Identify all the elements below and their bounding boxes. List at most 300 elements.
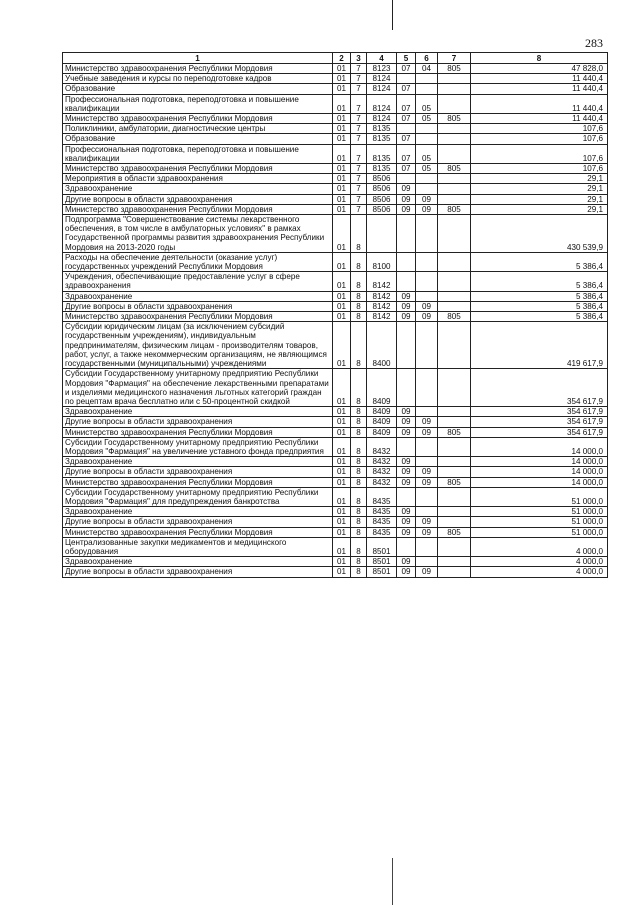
row-code-2-cell: 01 [333, 184, 351, 194]
row-code-2-cell: 01 [333, 215, 351, 253]
table-row [63, 134, 608, 144]
table-row [63, 301, 608, 311]
row-code-4-cell: 8501 [367, 537, 397, 556]
row-code-3-cell: 8 [351, 427, 367, 437]
row-name-cell: Здравоохранение [63, 184, 333, 194]
row-amount-cell: 14 000,0 [471, 477, 608, 487]
row-code-3-cell: 8 [351, 407, 367, 417]
row-code-5-cell: 09 [397, 457, 416, 467]
table-row [63, 291, 608, 301]
row-code-7-cell [438, 291, 471, 301]
row-name-cell: Другие вопросы в области здравоохранения [63, 467, 333, 477]
row-code-3-cell: 7 [351, 74, 367, 84]
row-code-5-cell: 09 [397, 204, 416, 214]
row-code-4-cell: 8409 [367, 407, 397, 417]
row-code-7-cell: 805 [438, 204, 471, 214]
row-code-6-cell: 09 [416, 204, 438, 214]
row-code-4-cell: 8123 [367, 64, 397, 74]
row-code-6-cell [416, 84, 438, 94]
row-code-3-cell: 8 [351, 322, 367, 369]
row-code-5-cell: 09 [397, 301, 416, 311]
row-code-4-cell: 8501 [367, 557, 397, 567]
row-code-6-cell [416, 134, 438, 144]
table-header-row [63, 53, 608, 64]
row-code-7-cell [438, 487, 471, 506]
row-name-cell: Субсидии Государственному унитарному предприятию Республики Мордовия "Фармация" на увеличение уставного фонда предприятия [63, 437, 333, 456]
table-row [63, 252, 608, 271]
row-code-3-cell: 8 [351, 477, 367, 487]
row-code-7-cell [438, 252, 471, 271]
header-col-4: 4 [367, 53, 397, 64]
row-code-4-cell: 8400 [367, 322, 397, 369]
row-name-cell: Профессиональная подготовка, переподготовка и повышение квалификации [63, 144, 333, 163]
row-code-2-cell: 01 [333, 507, 351, 517]
row-code-3-cell: 8 [351, 301, 367, 311]
row-code-2-cell: 01 [333, 427, 351, 437]
row-code-4-cell: 8124 [367, 94, 397, 113]
table-row [63, 369, 608, 407]
row-amount-cell: 430 539,9 [471, 215, 608, 253]
row-name-cell: Субсидии Государственному унитарному предприятию Республики Мордовия "Фармация" на обеспечение лекарственными препаратами и изделиями медицинского назначения льготных категорий граждан по рецептам врача бесплатно или с 50-процентной скидкой [63, 369, 333, 407]
row-code-7-cell [438, 567, 471, 577]
row-code-4-cell: 8124 [367, 74, 397, 84]
row-code-7-cell [438, 417, 471, 427]
row-code-6-cell: 09 [416, 467, 438, 477]
row-code-2-cell: 01 [333, 194, 351, 204]
row-amount-cell: 5 386,4 [471, 291, 608, 301]
row-code-2-cell: 01 [333, 467, 351, 477]
row-name-cell: Другие вопросы в области здравоохранения [63, 417, 333, 427]
row-code-3-cell: 8 [351, 557, 367, 567]
row-code-5-cell: 07 [397, 134, 416, 144]
row-code-7-cell [438, 134, 471, 144]
table-row [63, 322, 608, 369]
row-code-2-cell: 01 [333, 567, 351, 577]
row-amount-cell: 5 386,4 [471, 301, 608, 311]
row-name-cell: Здравоохранение [63, 507, 333, 517]
row-code-5-cell: 09 [397, 557, 416, 567]
row-code-5-cell: 09 [397, 527, 416, 537]
table-row [63, 417, 608, 427]
header-col-2: 2 [333, 53, 351, 64]
row-code-6-cell [416, 557, 438, 567]
row-code-6-cell: 09 [416, 312, 438, 322]
row-name-cell: Министерство здравоохранения Республики Мордовия [63, 427, 333, 437]
row-name-cell: Здравоохранение [63, 291, 333, 301]
row-name-cell: Министерство здравоохранения Республики Мордовия [63, 312, 333, 322]
row-code-6-cell [416, 322, 438, 369]
row-name-cell: Образование [63, 84, 333, 94]
row-amount-cell: 11 440,4 [471, 74, 608, 84]
row-code-6-cell: 09 [416, 477, 438, 487]
row-code-4-cell: 8124 [367, 114, 397, 124]
row-code-4-cell: 8409 [367, 427, 397, 437]
table-row [63, 204, 608, 214]
header-col-5: 5 [397, 53, 416, 64]
row-amount-cell: 5 386,4 [471, 252, 608, 271]
table-row [63, 144, 608, 163]
row-code-2-cell: 01 [333, 369, 351, 407]
row-code-7-cell [438, 84, 471, 94]
table-row [63, 407, 608, 417]
header-col-7: 7 [438, 53, 471, 64]
row-code-2-cell: 01 [333, 477, 351, 487]
row-code-7-cell [438, 537, 471, 556]
row-code-5-cell [397, 272, 416, 291]
row-code-2-cell: 01 [333, 457, 351, 467]
row-code-7-cell: 805 [438, 527, 471, 537]
row-code-7-cell [438, 94, 471, 113]
table-row [63, 507, 608, 517]
row-code-4-cell: 8135 [367, 124, 397, 134]
row-code-2-cell: 01 [333, 64, 351, 74]
row-name-cell: Здравоохранение [63, 557, 333, 567]
header-col-8: 8 [471, 53, 608, 64]
row-code-6-cell: 09 [416, 417, 438, 427]
row-amount-cell: 29,1 [471, 194, 608, 204]
table-row [63, 114, 608, 124]
row-code-6-cell: 04 [416, 64, 438, 74]
row-code-3-cell: 7 [351, 114, 367, 124]
row-code-6-cell [416, 252, 438, 271]
row-code-5-cell: 09 [397, 477, 416, 487]
table-row [63, 427, 608, 437]
row-code-6-cell [416, 74, 438, 84]
row-code-4-cell: 8506 [367, 184, 397, 194]
row-code-7-cell [438, 144, 471, 163]
row-code-4-cell: 8432 [367, 477, 397, 487]
table-row [63, 215, 608, 253]
row-code-2-cell: 01 [333, 204, 351, 214]
row-code-5-cell: 09 [397, 407, 416, 417]
row-code-7-cell: 805 [438, 477, 471, 487]
row-code-6-cell: 09 [416, 527, 438, 537]
table-row [63, 312, 608, 322]
row-name-cell: Мероприятия в области здравоохранения [63, 174, 333, 184]
table-row [63, 477, 608, 487]
row-code-2-cell: 01 [333, 527, 351, 537]
row-code-6-cell [416, 215, 438, 253]
row-code-7-cell [438, 467, 471, 477]
row-amount-cell: 11 440,4 [471, 114, 608, 124]
row-code-4-cell: 8409 [367, 417, 397, 427]
row-code-5-cell [397, 124, 416, 134]
table-row [63, 567, 608, 577]
row-name-cell: Образование [63, 134, 333, 144]
row-code-4-cell: 8501 [367, 567, 397, 577]
row-code-7-cell [438, 517, 471, 527]
row-code-7-cell [438, 272, 471, 291]
row-code-3-cell: 7 [351, 164, 367, 174]
table-row [63, 124, 608, 134]
row-code-6-cell [416, 507, 438, 517]
row-code-6-cell [416, 124, 438, 134]
row-code-6-cell [416, 369, 438, 407]
row-name-cell: Министерство здравоохранения Республики Мордовия [63, 114, 333, 124]
header-col-1: 1 [63, 53, 333, 64]
row-code-6-cell [416, 291, 438, 301]
row-code-5-cell [397, 174, 416, 184]
row-code-3-cell: 8 [351, 527, 367, 537]
table-row [63, 194, 608, 204]
row-code-5-cell: 09 [397, 184, 416, 194]
row-amount-cell: 47 828,0 [471, 64, 608, 74]
row-code-2-cell: 01 [333, 164, 351, 174]
row-code-5-cell [397, 369, 416, 407]
row-code-3-cell: 8 [351, 272, 367, 291]
row-name-cell: Учреждения, обеспечивающие предоставление услуг в сфере здравоохранения [63, 272, 333, 291]
row-code-7-cell: 805 [438, 164, 471, 174]
row-amount-cell: 354 617,9 [471, 417, 608, 427]
row-code-2-cell: 01 [333, 407, 351, 417]
row-code-7-cell [438, 507, 471, 517]
scan-margin-line-bottom [392, 858, 393, 905]
row-code-5-cell: 09 [397, 312, 416, 322]
row-name-cell: Субсидии юридическим лицам (за исключением субсидий государственным учреждениям), индивидуальным предпринимателям, физическим лицам - производителям товаров, работ, услуг, а также некоммерческим организациям, не являющимся государственными (муниципальными) учреждениями [63, 322, 333, 369]
row-code-3-cell: 8 [351, 567, 367, 577]
row-name-cell: Здравоохранение [63, 457, 333, 467]
row-code-6-cell: 05 [416, 164, 438, 174]
row-code-4-cell: 8142 [367, 301, 397, 311]
row-code-3-cell: 7 [351, 194, 367, 204]
row-code-6-cell [416, 457, 438, 467]
row-code-4-cell: 8100 [367, 252, 397, 271]
table-row [63, 164, 608, 174]
row-code-3-cell: 8 [351, 215, 367, 253]
row-code-7-cell [438, 322, 471, 369]
row-code-7-cell: 805 [438, 312, 471, 322]
row-name-cell: Другие вопросы в области здравоохранения [63, 194, 333, 204]
row-amount-cell: 14 000,0 [471, 457, 608, 467]
row-code-3-cell: 7 [351, 174, 367, 184]
row-code-7-cell [438, 184, 471, 194]
row-code-4-cell: 8124 [367, 84, 397, 94]
row-code-4-cell: 8142 [367, 272, 397, 291]
row-code-5-cell [397, 74, 416, 84]
row-code-7-cell [438, 301, 471, 311]
row-code-5-cell [397, 537, 416, 556]
row-code-6-cell [416, 537, 438, 556]
row-code-2-cell: 01 [333, 124, 351, 134]
row-code-4-cell: 8432 [367, 467, 397, 477]
row-name-cell: Министерство здравоохранения Республики Мордовия [63, 164, 333, 174]
row-code-2-cell: 01 [333, 312, 351, 322]
table-row [63, 184, 608, 194]
row-code-5-cell: 07 [397, 114, 416, 124]
row-code-2-cell: 01 [333, 301, 351, 311]
row-code-3-cell: 8 [351, 517, 367, 527]
row-code-6-cell [416, 487, 438, 506]
row-code-3-cell: 7 [351, 84, 367, 94]
row-amount-cell: 354 617,9 [471, 407, 608, 417]
row-name-cell: Министерство здравоохранения Республики Мордовия [63, 64, 333, 74]
row-amount-cell: 14 000,0 [471, 467, 608, 477]
row-code-7-cell [438, 174, 471, 184]
row-code-6-cell: 09 [416, 194, 438, 204]
row-code-5-cell: 09 [397, 567, 416, 577]
scan-margin-line-top [392, 0, 393, 30]
row-amount-cell: 107,6 [471, 164, 608, 174]
row-code-2-cell: 01 [333, 74, 351, 84]
budget-table [62, 52, 608, 578]
row-code-3-cell: 8 [351, 487, 367, 506]
row-amount-cell: 51 000,0 [471, 507, 608, 517]
row-name-cell: Министерство здравоохранения Республики Мордовия [63, 527, 333, 537]
row-name-cell: Учебные заведения и курсы по переподготовке кадров [63, 74, 333, 84]
row-code-4-cell: 8409 [367, 369, 397, 407]
row-code-2-cell: 01 [333, 291, 351, 301]
row-code-7-cell [438, 74, 471, 84]
row-code-5-cell: 09 [397, 507, 416, 517]
row-code-3-cell: 8 [351, 291, 367, 301]
row-code-7-cell [438, 457, 471, 467]
row-code-3-cell: 8 [351, 437, 367, 456]
row-code-5-cell: 09 [397, 517, 416, 527]
row-code-6-cell: 09 [416, 567, 438, 577]
row-code-7-cell [438, 124, 471, 134]
row-code-6-cell: 05 [416, 114, 438, 124]
row-code-5-cell: 09 [397, 291, 416, 301]
row-code-6-cell: 09 [416, 301, 438, 311]
row-amount-cell: 29,1 [471, 204, 608, 214]
row-code-6-cell [416, 174, 438, 184]
row-name-cell: Другие вопросы в области здравоохранения [63, 301, 333, 311]
row-name-cell: Подпрограмма "Совершенствование системы лекарственного обеспечения, в том числе в амбулаторных условиях" в рамках Государственной программы развития здравоохранения Республики Мордовия на 2013-2020 годы [63, 215, 333, 253]
row-amount-cell: 14 000,0 [471, 437, 608, 456]
row-code-7-cell: 805 [438, 427, 471, 437]
row-code-3-cell: 8 [351, 417, 367, 427]
row-code-4-cell: 8135 [367, 134, 397, 144]
row-code-2-cell: 01 [333, 144, 351, 163]
row-code-2-cell: 01 [333, 437, 351, 456]
row-code-3-cell: 7 [351, 184, 367, 194]
header-col-3: 3 [351, 53, 367, 64]
row-amount-cell: 354 617,9 [471, 427, 608, 437]
row-amount-cell: 419 617,9 [471, 322, 608, 369]
row-code-3-cell: 8 [351, 312, 367, 322]
table-row [63, 272, 608, 291]
table-row [63, 557, 608, 567]
row-code-5-cell: 09 [397, 417, 416, 427]
row-amount-cell: 4 000,0 [471, 567, 608, 577]
row-code-4-cell: 8435 [367, 507, 397, 517]
row-code-4-cell: 8435 [367, 517, 397, 527]
row-code-7-cell [438, 194, 471, 204]
row-code-3-cell: 8 [351, 252, 367, 271]
row-code-2-cell: 01 [333, 114, 351, 124]
row-code-4-cell: 8506 [367, 174, 397, 184]
row-amount-cell: 4 000,0 [471, 537, 608, 556]
row-name-cell: Здравоохранение [63, 407, 333, 417]
row-code-2-cell: 01 [333, 487, 351, 506]
row-code-3-cell: 8 [351, 369, 367, 407]
row-amount-cell: 51 000,0 [471, 517, 608, 527]
row-code-7-cell [438, 215, 471, 253]
row-code-4-cell: 8506 [367, 194, 397, 204]
row-amount-cell: 29,1 [471, 174, 608, 184]
row-code-7-cell [438, 369, 471, 407]
row-code-6-cell: 05 [416, 144, 438, 163]
row-code-4-cell: 8432 [367, 437, 397, 456]
row-code-3-cell: 7 [351, 204, 367, 214]
row-name-cell: Субсидии Государственному унитарному предприятию Республики Мордовия "Фармация" для предупреждения банкротства [63, 487, 333, 506]
row-name-cell: Министерство здравоохранения Республики Мордовия [63, 204, 333, 214]
row-code-5-cell [397, 252, 416, 271]
row-amount-cell: 107,6 [471, 124, 608, 134]
row-code-4-cell: 8135 [367, 144, 397, 163]
table-row [63, 537, 608, 556]
row-code-4-cell: 8135 [367, 164, 397, 174]
row-code-5-cell [397, 322, 416, 369]
row-code-5-cell: 07 [397, 84, 416, 94]
row-amount-cell: 107,6 [471, 134, 608, 144]
table-row [63, 437, 608, 456]
row-code-2-cell: 01 [333, 84, 351, 94]
table-row [63, 174, 608, 184]
row-code-6-cell: 05 [416, 94, 438, 113]
table-row [63, 527, 608, 537]
row-code-5-cell [397, 437, 416, 456]
row-code-4-cell: 8142 [367, 312, 397, 322]
row-code-5-cell [397, 487, 416, 506]
table-row [63, 84, 608, 94]
row-code-2-cell: 01 [333, 134, 351, 144]
table-row [63, 517, 608, 527]
row-code-2-cell: 01 [333, 94, 351, 113]
row-code-6-cell [416, 272, 438, 291]
row-code-4-cell: 8435 [367, 527, 397, 537]
row-code-3-cell: 8 [351, 537, 367, 556]
row-code-3-cell: 8 [351, 467, 367, 477]
table-body [63, 64, 608, 578]
row-code-3-cell: 7 [351, 94, 367, 113]
row-code-7-cell [438, 437, 471, 456]
row-code-5-cell: 07 [397, 94, 416, 113]
row-amount-cell: 107,6 [471, 144, 608, 163]
row-code-2-cell: 01 [333, 174, 351, 184]
row-code-7-cell: 805 [438, 114, 471, 124]
row-code-7-cell: 805 [438, 64, 471, 74]
row-amount-cell: 11 440,4 [471, 94, 608, 113]
row-code-5-cell: 09 [397, 467, 416, 477]
row-code-4-cell [367, 215, 397, 253]
page-number: 283 [585, 36, 603, 50]
row-name-cell: Поликлиники, амбулатории, диагностические центры [63, 124, 333, 134]
row-code-6-cell [416, 184, 438, 194]
row-name-cell: Министерство здравоохранения Республики Мордовия [63, 477, 333, 487]
row-code-5-cell: 07 [397, 64, 416, 74]
row-code-4-cell: 8142 [367, 291, 397, 301]
row-code-3-cell: 7 [351, 144, 367, 163]
row-name-cell: Расходы на обеспечение деятельности (оказание услуг) государственных учреждений Республики Мордовия [63, 252, 333, 271]
table-row [63, 94, 608, 113]
row-code-2-cell: 01 [333, 252, 351, 271]
row-name-cell: Профессиональная подготовка, переподготовка и повышение квалификации [63, 94, 333, 113]
row-code-6-cell: 09 [416, 427, 438, 437]
row-code-4-cell: 8506 [367, 204, 397, 214]
row-amount-cell: 51 000,0 [471, 527, 608, 537]
row-amount-cell: 29,1 [471, 184, 608, 194]
row-code-5-cell: 09 [397, 427, 416, 437]
row-amount-cell: 354 617,9 [471, 369, 608, 407]
row-amount-cell: 51 000,0 [471, 487, 608, 506]
table-row [63, 487, 608, 506]
table-row [63, 467, 608, 477]
row-code-4-cell: 8435 [367, 487, 397, 506]
row-code-5-cell: 09 [397, 194, 416, 204]
row-code-2-cell: 01 [333, 322, 351, 369]
row-code-4-cell: 8432 [367, 457, 397, 467]
